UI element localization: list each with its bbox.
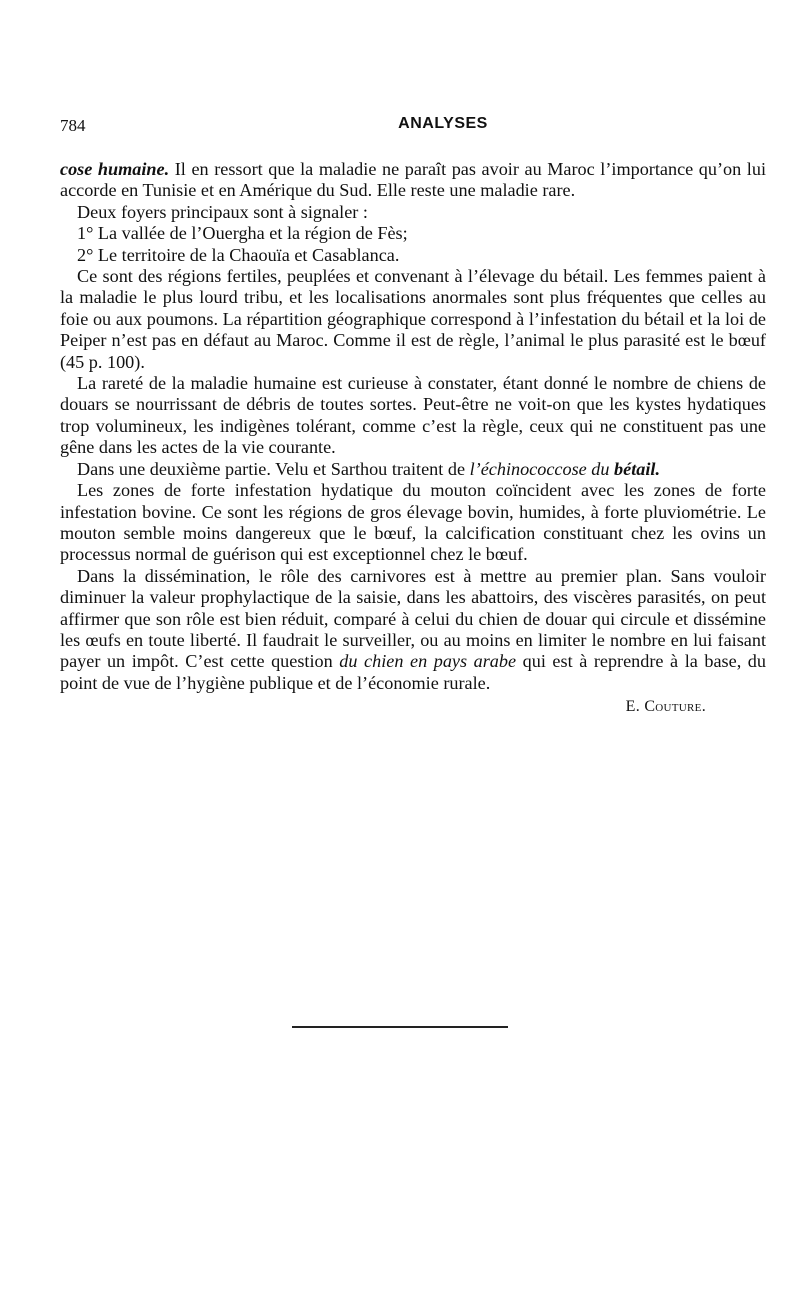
page-number: 784 bbox=[60, 116, 86, 135]
italic-term: l’échinococcose du bbox=[469, 458, 610, 479]
end-rule bbox=[292, 1026, 508, 1028]
paragraph-foyers: Deux foyers principaux sont à signaler : bbox=[77, 201, 368, 222]
article-body bbox=[60, 159, 766, 718]
running-head: ANALYSES bbox=[398, 115, 488, 132]
list-item-2: 2° Le territoire de la Chaouïa et Casablanca. bbox=[77, 244, 400, 265]
paragraph-text: Il en ressort que la maladie ne paraît pas avoir au Maroc l’importance qu’on lui accorde en Tunisie et en Amérique du Sud. Elle reste une maladie rare. bbox=[60, 159, 767, 201]
paragraph-deuxieme-partie bbox=[60, 459, 766, 480]
lead-italic: cose humaine. bbox=[60, 159, 170, 179]
paragraph-text: Dans une deuxième partie. Velu et Sarthou traitent de bbox=[77, 458, 470, 479]
author-name: Couture. bbox=[644, 698, 706, 716]
italic-phrase: du chien en pays arabe bbox=[339, 651, 517, 672]
page-header bbox=[60, 112, 766, 142]
bold-italic-term: bétail. bbox=[614, 458, 660, 479]
paragraph-text: Dans la dissémination, le rôle des carnivores est à mettre au premier plan. Sans vouloir diminuer la valeur prophylactique de la saisie, dans les abattoirs, des viscères parasités, on peut affirmer que son rôle est bien réduit, comparé à celui du chien de douar qui circule et dissémine les œufs en toute liberté. Il faudrait le surveiller, ou au moins en limiter le nombre en lui faisant payer un impôt. C’est cette question bbox=[60, 565, 766, 672]
author-initial: E. bbox=[625, 698, 640, 716]
author-signature bbox=[60, 696, 766, 717]
paragraph-text-end: qui est à reprendre à la base, du point de vue de l’hygiène publique et de l’économie rurale. bbox=[60, 651, 766, 693]
paragraph-continuation bbox=[60, 159, 766, 202]
paragraph-zones: Les zones de forte infestation hydatique du mouton coïncident avec les zones de forte infestation bovine. Ce sont les régions de gros élevage bovin, humides, à forte pluviométrie. Le mouton semble moins dangereux que le bœuf, la calcification constituant chez les ovins un processus normal de guérison qui est exceptionnel chez le bœuf. bbox=[60, 480, 766, 565]
page bbox=[60, 112, 766, 718]
paragraph-dissemination bbox=[60, 566, 766, 694]
paragraph-regions: Ce sont des régions fertiles, peuplées et convenant à l’élevage du bétail. Les femmes paient à la maladie le plus lourd tribu, et les localisations anormales sont plus fréquentes que celles au foie ou aux poumons. La répartition géographique correspond à l’infestation du bétail et la loi de Peiper n’est pas en défaut au Maroc. Comme il est de règle, l’animal le plus parasité est le bœuf (45 p. 100). bbox=[60, 266, 766, 372]
paragraph-rarete: La rareté de la maladie humaine est curieuse à constater, étant donné le nombre de chiens de douars se nourrissant de débris de toutes sortes. Peut-être ne voit-on que les kystes hydatiques trop volumineux, les indigènes tolérant, comme c’est la règle, ceux qui ne constituent pas une gêne dans les actes de la vie courante. bbox=[60, 373, 766, 458]
list-item-1: 1° La vallée de l’Ouergha et la région de Fès; bbox=[77, 223, 408, 244]
